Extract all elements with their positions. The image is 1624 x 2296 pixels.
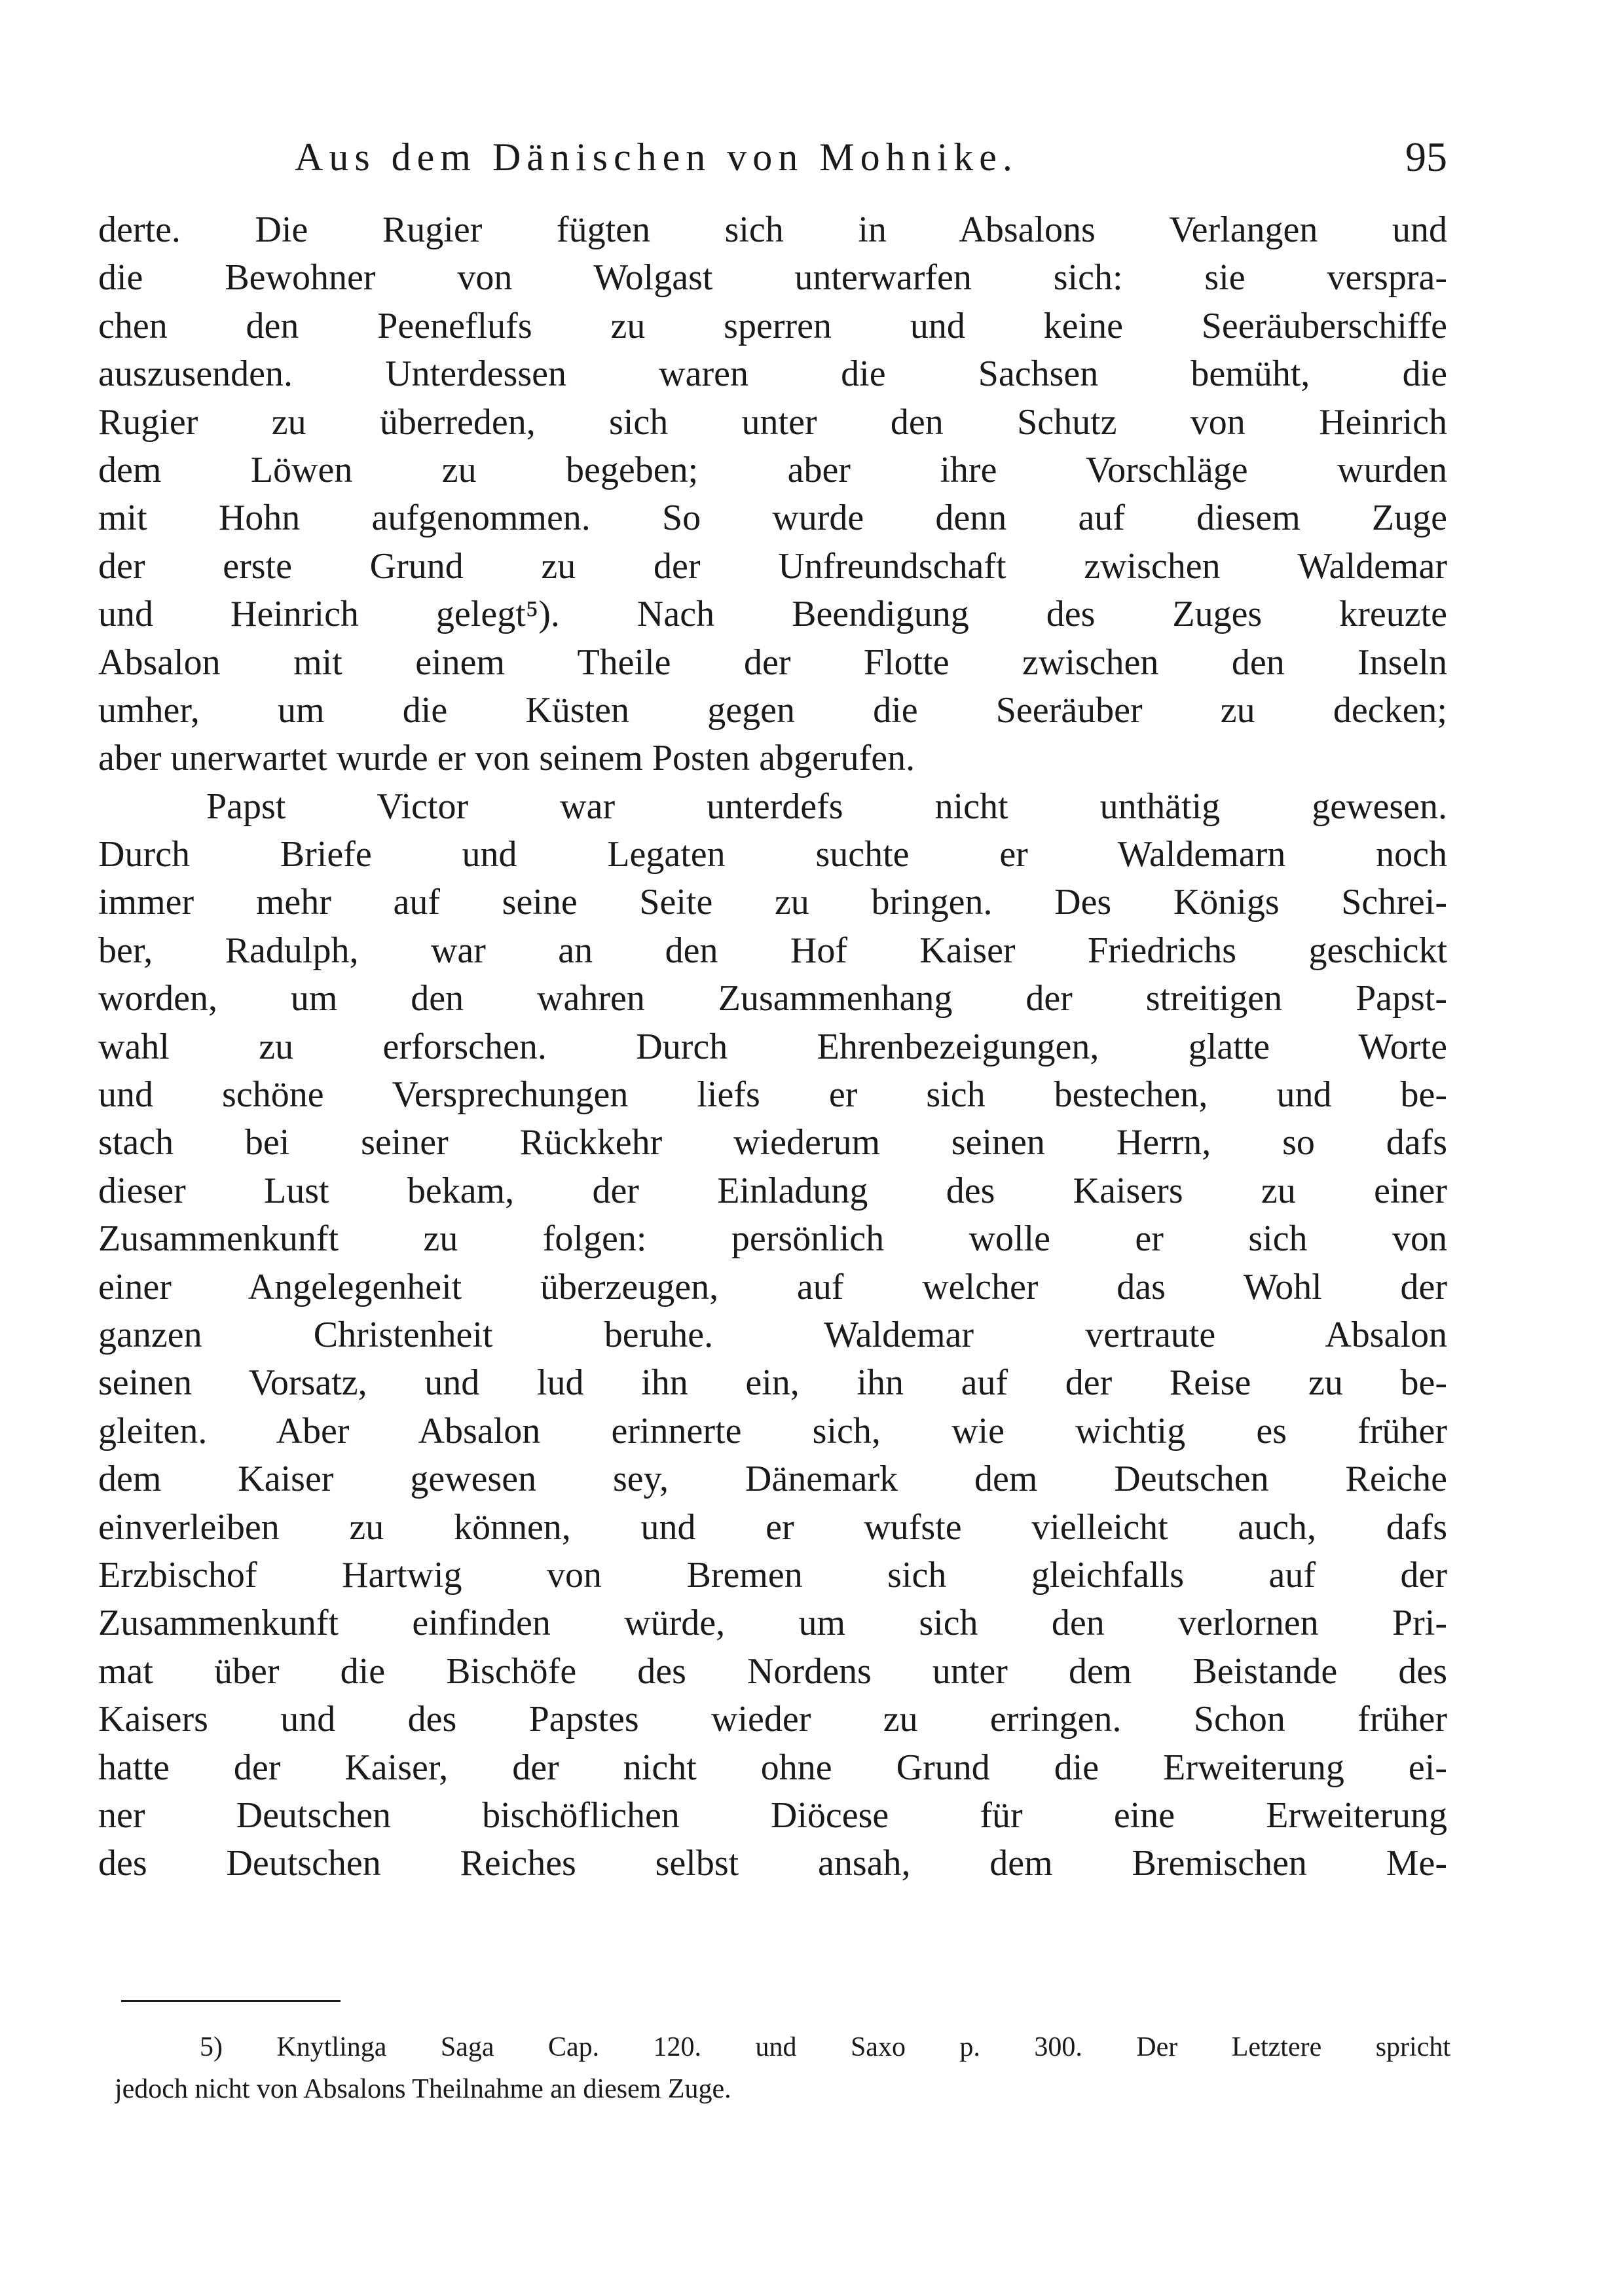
text-line: aber unerwartet wurde er von seinem Posten abgerufen.: [98, 738, 915, 779]
text-line: die Bewohner von Wolgast unterwarfen sich: sie verspra-: [98, 257, 1447, 299]
text-line: derte. Die Rugier fügten sich in Absalons Verlangen und: [98, 210, 1447, 250]
text-line: chen den Peeneflufs zu sperren und keine Seeräuberschiffe: [98, 305, 1447, 346]
footnote-line: jedoch nicht von Absalons Theilnahme an diesem Zuge.: [115, 2074, 731, 2104]
footnotes: [115, 2026, 1450, 2110]
text-line: immer mehr auf seine Seite zu bringen. Des Königs Schrei-: [98, 882, 1447, 923]
footnote-line: 5) Knytlinga Saga Cap. 120. und Saxo p. 300. Der Letztere spricht: [200, 2032, 1450, 2062]
text-line: hatte der Kaiser, der nicht ohne Grund die Erweiterung ei-: [98, 1747, 1447, 1788]
text-line: dieser Lust bekam, der Einladung des Kaisers zu einer: [98, 1170, 1447, 1211]
page-header: [98, 121, 1447, 193]
text-line: einer Angelegenheit überzeugen, auf welcher das Wohl der: [98, 1266, 1447, 1307]
text-line: Zusammenkunft einfinden würde, um sich den verlornen Pri-: [98, 1603, 1447, 1644]
text-line: ganzen Christenheit beruhe. Waldemar vertraute Absalon: [98, 1314, 1447, 1355]
text-line: stach bei seiner Rückkehr wiederum seinen Herrn, so dafs: [98, 1122, 1447, 1163]
text-line: des Deutschen Reiches selbst ansah, dem Bremischen Me-: [98, 1843, 1447, 1884]
text-line: Zusammenkunft zu folgen: persönlich wolle er sich von: [98, 1218, 1447, 1260]
text-line: mat über die Bischöfe des Nordens unter dem Beistande des: [98, 1650, 1447, 1692]
text-line: worden, um den wahren Zusammenhang der streitigen Papst-: [98, 978, 1447, 1019]
text-line: einverleiben zu können, und er wufste vielleicht auch, dafs: [98, 1506, 1447, 1548]
text-line: Durch Briefe und Legaten suchte er Waldemarn noch: [98, 834, 1447, 875]
text-line: dem Kaiser gewesen sey, Dänemark dem Deutschen Reiche: [98, 1459, 1447, 1500]
body-text: [98, 206, 1447, 1888]
text-line: mit Hohn aufgenommen. So wurde denn auf diesem Zuge: [98, 498, 1447, 539]
text-line: auszusenden. Unterdessen waren die Sachsen bemüht, die: [98, 354, 1447, 395]
page-number: 95: [1405, 134, 1447, 180]
text-line: umher, um die Küsten gegen die Seeräuber zu decken;: [98, 689, 1447, 731]
running-title: Aus dem Dänischen von Mohnike.: [295, 136, 1018, 179]
text-line: ner Deutschen bischöflichen Diöcese für eine Erweiterung: [98, 1795, 1447, 1836]
text-line: Erzbischof Hartwig von Bremen sich gleichfalls auf der: [98, 1554, 1447, 1595]
text-line: Papst Victor war unterdefs nicht unthätig gewesen.: [206, 786, 1447, 827]
text-line: der erste Grund zu der Unfreundschaft zwischen Waldemar: [98, 545, 1447, 587]
text-line: ber, Radulph, war an den Hof Kaiser Friedrichs geschickt: [98, 930, 1447, 971]
text-line: wahl zu erforschen. Durch Ehrenbezeigungen, glatte Worte: [98, 1026, 1447, 1067]
text-line: seinen Vorsatz, und lud ihn ein, ihn auf der Reise zu be-: [98, 1362, 1447, 1404]
text-line: und Heinrich gelegt⁵). Nach Beendigung des Zuges kreuzte: [98, 594, 1447, 635]
text-line: und schöne Versprechungen liefs er sich bestechen, und be-: [98, 1074, 1447, 1116]
text-line: Rugier zu überreden, sich unter den Schutz von Heinrich: [98, 401, 1447, 443]
text-line: Absalon mit einem Theile der Flotte zwischen den Inseln: [98, 642, 1447, 683]
text-line: dem Löwen zu begeben; aber ihre Vorschläge wurden: [98, 449, 1447, 490]
text-line: Kaisers und des Papstes wieder zu erringen. Schon früher: [98, 1699, 1447, 1740]
footnote-divider: [121, 2000, 341, 2002]
text-line: gleiten. Aber Absalon erinnerte sich, wie wichtig es früher: [98, 1410, 1447, 1451]
